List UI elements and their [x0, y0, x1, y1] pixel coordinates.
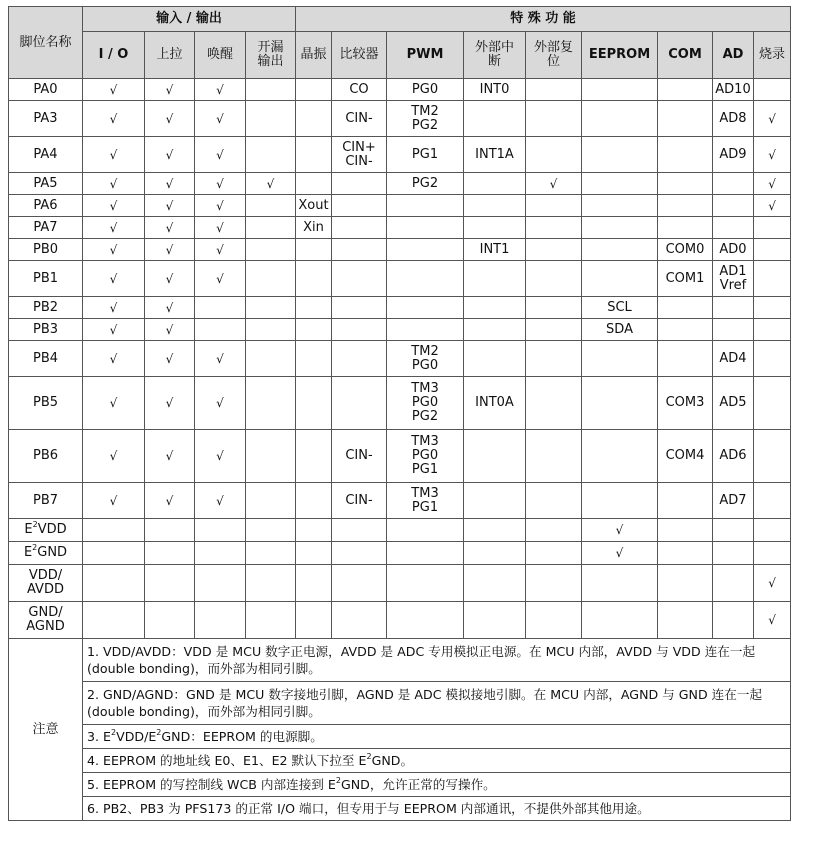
crystal-cell — [296, 377, 332, 430]
e2gnd-eeprom-check: √ — [582, 542, 658, 565]
ext-int-cell — [464, 341, 526, 377]
table-row — [9, 602, 791, 639]
burn-cell — [754, 261, 791, 297]
comparator-cell — [332, 341, 387, 377]
eeprom-cell — [582, 217, 658, 239]
io-cell: √ — [83, 79, 145, 101]
pin-cell — [9, 519, 83, 542]
com-cell — [658, 217, 713, 239]
burn-cell — [754, 319, 791, 341]
table-row — [9, 173, 791, 195]
open-drain-cell — [246, 137, 296, 173]
ext-reset-cell — [526, 483, 582, 519]
note-3-part: VDD/E — [116, 729, 157, 744]
crystal-cell — [296, 239, 332, 261]
io-cell: √ — [83, 239, 145, 261]
ext-int-cell: INT0A — [464, 377, 526, 430]
ext-int-cell — [464, 217, 526, 239]
pwm-cell — [387, 297, 464, 319]
pin-e2gnd-prefix: E — [23, 545, 33, 560]
com-cell — [658, 79, 713, 101]
pin-cell: PA4 — [9, 137, 83, 173]
ext-reset-cell: √ — [526, 173, 582, 195]
wakeup-cell: √ — [195, 483, 246, 519]
note-6: 6. PB2、PB3 为 PFS173 的正常 I/O 端口，但专用于与 EEPROM 内部通讯，不提供外部其他用途。 — [83, 797, 791, 821]
ext-int-cell — [464, 101, 526, 137]
pin-rows — [9, 79, 791, 519]
ad-cell: AD1 Vref — [713, 261, 754, 297]
vdd-burn-check: √ — [754, 565, 791, 602]
eeprom-cell — [582, 101, 658, 137]
eeprom-cell: SDA — [582, 319, 658, 341]
pwm-cell: TM3 PG0 PG1 — [387, 430, 464, 483]
com-cell: COM0 — [658, 239, 713, 261]
open-drain-cell — [246, 239, 296, 261]
header-pin-name: 脚位名称 — [9, 7, 83, 79]
pwm-cell: PG0 — [387, 79, 464, 101]
ad-cell: AD0 — [713, 239, 754, 261]
burn-cell: √ — [754, 101, 791, 137]
ext-int-cell — [464, 430, 526, 483]
eeprom-cell — [582, 137, 658, 173]
pwm-cell: TM3 PG1 — [387, 483, 464, 519]
pwm-cell: TM2 PG2 — [387, 101, 464, 137]
header-pwm: PWM — [387, 32, 464, 79]
header-comparator: 比较器 — [332, 32, 387, 79]
eeprom-cell — [582, 341, 658, 377]
note-4-part: GND。 — [371, 753, 414, 768]
pin-function-table — [8, 6, 791, 821]
ext-reset-cell — [526, 217, 582, 239]
ad-cell — [713, 297, 754, 319]
table-row — [9, 319, 791, 341]
note-5-part: GND，允许正常的写操作。 — [340, 777, 496, 792]
note-3-part: 3. E — [87, 729, 111, 744]
crystal-cell: Xout — [296, 195, 332, 217]
crystal-cell — [296, 261, 332, 297]
pullup-cell: √ — [145, 261, 195, 297]
table-row — [9, 261, 791, 297]
com-cell — [658, 195, 713, 217]
io-cell: √ — [83, 173, 145, 195]
crystal-cell — [296, 430, 332, 483]
table-row — [9, 377, 791, 430]
open-drain-cell — [246, 101, 296, 137]
pin-e2vdd-prefix: E — [24, 522, 33, 537]
pwm-cell: PG2 — [387, 173, 464, 195]
burn-cell: √ — [754, 195, 791, 217]
burn-cell: √ — [754, 137, 791, 173]
ad-cell: AD7 — [713, 483, 754, 519]
wakeup-cell — [195, 319, 246, 341]
io-cell: √ — [83, 377, 145, 430]
header-burn: 烧录 — [754, 32, 791, 79]
open-drain-cell: √ — [246, 173, 296, 195]
ext-reset-cell — [526, 101, 582, 137]
pin-e2gnd-suffix: GND — [37, 545, 68, 560]
comparator-cell — [332, 319, 387, 341]
open-drain-cell — [246, 341, 296, 377]
pin-cell: PB1 — [9, 261, 83, 297]
crystal-cell — [296, 297, 332, 319]
wakeup-cell: √ — [195, 101, 246, 137]
comparator-cell — [332, 377, 387, 430]
note-3 — [83, 725, 791, 749]
io-cell: √ — [83, 261, 145, 297]
io-cell: √ — [83, 341, 145, 377]
table-row — [9, 297, 791, 319]
note-5-sup: 2 — [335, 776, 341, 785]
ad-cell — [713, 217, 754, 239]
pin-cell: PB4 — [9, 341, 83, 377]
wakeup-cell: √ — [195, 377, 246, 430]
io-cell: √ — [83, 217, 145, 239]
wakeup-cell: √ — [195, 137, 246, 173]
pwm-cell — [387, 319, 464, 341]
wakeup-cell: √ — [195, 341, 246, 377]
table-row — [9, 565, 791, 602]
table-row — [9, 101, 791, 137]
burn-cell — [754, 239, 791, 261]
open-drain-cell — [246, 483, 296, 519]
burn-cell — [754, 79, 791, 101]
ad-cell: AD4 — [713, 341, 754, 377]
header-group-special: 特 殊 功 能 — [296, 7, 791, 32]
io-cell: √ — [83, 101, 145, 137]
table-row — [9, 519, 791, 542]
note-4-sup: 2 — [366, 752, 372, 761]
pwm-cell: TM2 PG0 — [387, 341, 464, 377]
note-5-part: 5. EEPROM 的写控制线 WCB 内部连接到 E — [87, 777, 336, 792]
wakeup-cell — [195, 297, 246, 319]
pwm-cell — [387, 239, 464, 261]
comparator-cell — [332, 261, 387, 297]
burn-cell — [754, 297, 791, 319]
header-com: COM — [658, 32, 713, 79]
open-drain-cell — [246, 261, 296, 297]
crystal-cell — [296, 483, 332, 519]
ext-reset-cell — [526, 79, 582, 101]
ext-int-cell — [464, 195, 526, 217]
crystal-cell — [296, 173, 332, 195]
pin-cell: PB6 — [9, 430, 83, 483]
ext-reset-cell — [526, 195, 582, 217]
com-cell — [658, 297, 713, 319]
note-3-sup: 2 — [156, 728, 162, 737]
table-row — [9, 137, 791, 173]
table-row — [9, 217, 791, 239]
pin-e2vdd-suffix: VDD — [37, 522, 67, 537]
e2vdd-eeprom-check: √ — [582, 519, 658, 542]
io-cell: √ — [83, 195, 145, 217]
pwm-cell — [387, 261, 464, 297]
header-open-drain: 开漏 输出 — [246, 32, 296, 79]
wakeup-cell: √ — [195, 79, 246, 101]
burn-cell: √ — [754, 173, 791, 195]
gnd-burn-check: √ — [754, 602, 791, 639]
pin-cell: PA5 — [9, 173, 83, 195]
pin-cell: PA0 — [9, 79, 83, 101]
header-ext-reset: 外部复 位 — [526, 32, 582, 79]
ext-reset-cell — [526, 261, 582, 297]
eeprom-cell — [582, 173, 658, 195]
table-row — [9, 430, 791, 483]
pullup-cell: √ — [145, 217, 195, 239]
io-cell: √ — [83, 430, 145, 483]
note-3-part: GND：EEPROM 的电源脚。 — [161, 729, 323, 744]
header-io: I / O — [83, 32, 145, 79]
open-drain-cell — [246, 297, 296, 319]
power-rows — [9, 519, 791, 639]
com-cell — [658, 173, 713, 195]
pullup-cell: √ — [145, 137, 195, 173]
header-crystal: 晶振 — [296, 32, 332, 79]
pullup-cell: √ — [145, 341, 195, 377]
open-drain-cell — [246, 79, 296, 101]
wakeup-cell: √ — [195, 173, 246, 195]
pin-cell: PB5 — [9, 377, 83, 430]
com-cell — [658, 483, 713, 519]
eeprom-cell — [582, 195, 658, 217]
pin-e2vdd-sup: 2 — [32, 520, 38, 529]
ext-reset-cell — [526, 377, 582, 430]
header-pullup: 上拉 — [145, 32, 195, 79]
com-cell: COM3 — [658, 377, 713, 430]
crystal-cell: Xin — [296, 217, 332, 239]
note-5 — [83, 773, 791, 797]
ad-cell — [713, 319, 754, 341]
pin-cell: PB3 — [9, 319, 83, 341]
header-wakeup: 唤醒 — [195, 32, 246, 79]
ext-int-cell — [464, 297, 526, 319]
wakeup-cell: √ — [195, 261, 246, 297]
table-row — [9, 79, 791, 101]
pullup-cell: √ — [145, 430, 195, 483]
pin-e2gnd-sup: 2 — [32, 543, 38, 552]
note-4 — [83, 749, 791, 773]
pin-function-table-wrapper — [8, 6, 790, 821]
ext-reset-cell — [526, 341, 582, 377]
ad-cell: AD6 — [713, 430, 754, 483]
open-drain-cell — [246, 319, 296, 341]
ad-cell: AD8 — [713, 101, 754, 137]
io-cell: √ — [83, 483, 145, 519]
pullup-cell: √ — [145, 195, 195, 217]
crystal-cell — [296, 341, 332, 377]
ad-cell — [713, 195, 754, 217]
pin-cell: PA7 — [9, 217, 83, 239]
ad-cell — [713, 173, 754, 195]
table-row — [9, 483, 791, 519]
pwm-cell: PG1 — [387, 137, 464, 173]
comparator-cell: CIN- — [332, 483, 387, 519]
comparator-cell — [332, 195, 387, 217]
table-row — [9, 341, 791, 377]
note-3-sup: 2 — [110, 728, 117, 737]
pin-cell: PA3 — [9, 101, 83, 137]
comparator-cell — [332, 173, 387, 195]
ext-int-cell — [464, 319, 526, 341]
crystal-cell — [296, 79, 332, 101]
table-row — [9, 239, 791, 261]
comparator-cell — [332, 297, 387, 319]
pin-cell — [9, 542, 83, 565]
eeprom-cell — [582, 239, 658, 261]
notes-label: 注意 — [9, 639, 83, 821]
burn-cell — [754, 377, 791, 430]
pin-vdd-avdd: VDD/ AVDD — [9, 565, 83, 602]
pullup-cell: √ — [145, 297, 195, 319]
open-drain-cell — [246, 217, 296, 239]
crystal-cell — [296, 101, 332, 137]
wakeup-cell: √ — [195, 217, 246, 239]
ext-reset-cell — [526, 319, 582, 341]
note-1: 1. VDD/AVDD：VDD 是 MCU 数字正电源，AVDD 是 ADC 专用模拟正电源。在 MCU 内部，AVDD 与 VDD 连在一起(double bonding)，而外部为相同引脚。 — [83, 639, 791, 682]
eeprom-cell: SCL — [582, 297, 658, 319]
wakeup-cell: √ — [195, 195, 246, 217]
io-cell: √ — [83, 297, 145, 319]
open-drain-cell — [246, 377, 296, 430]
ad-cell: AD5 — [713, 377, 754, 430]
note-4-part: 4. EEPROM 的地址线 E0、E1、E2 默认下拉至 E — [87, 753, 367, 768]
ext-reset-cell — [526, 297, 582, 319]
burn-cell — [754, 483, 791, 519]
comparator-cell: CIN+ CIN- — [332, 137, 387, 173]
ext-int-cell: INT1 — [464, 239, 526, 261]
pullup-cell: √ — [145, 79, 195, 101]
header-eeprom: EEPROM — [582, 32, 658, 79]
burn-cell — [754, 217, 791, 239]
comparator-cell — [332, 239, 387, 261]
ext-int-cell — [464, 261, 526, 297]
ext-reset-cell — [526, 137, 582, 173]
open-drain-cell — [246, 195, 296, 217]
ad-cell: AD9 — [713, 137, 754, 173]
pullup-cell: √ — [145, 319, 195, 341]
io-cell: √ — [83, 319, 145, 341]
com-cell: COM4 — [658, 430, 713, 483]
ad-cell: AD10 — [713, 79, 754, 101]
ext-int-cell — [464, 173, 526, 195]
eeprom-cell — [582, 430, 658, 483]
pwm-cell — [387, 217, 464, 239]
pwm-cell: TM3 PG0 PG2 — [387, 377, 464, 430]
header-ad: AD — [713, 32, 754, 79]
com-cell — [658, 341, 713, 377]
com-cell: COM1 — [658, 261, 713, 297]
com-cell — [658, 101, 713, 137]
burn-cell — [754, 430, 791, 483]
ext-reset-cell — [526, 239, 582, 261]
comparator-cell: CO — [332, 79, 387, 101]
ext-int-cell — [464, 483, 526, 519]
ext-int-cell: INT1A — [464, 137, 526, 173]
note-2: 2. GND/AGND：GND 是 MCU 数字接地引脚，AGND 是 ADC 模拟接地引脚。在 MCU 内部，AGND 与 GND 连在一起(double bonding)，而外部为相同引脚。 — [83, 682, 791, 725]
table-row — [9, 195, 791, 217]
pin-cell: PB0 — [9, 239, 83, 261]
wakeup-cell: √ — [195, 430, 246, 483]
header-group-io: 输入 / 输出 — [83, 7, 296, 32]
ext-reset-cell — [526, 430, 582, 483]
eeprom-cell — [582, 377, 658, 430]
eeprom-cell — [582, 483, 658, 519]
com-cell — [658, 137, 713, 173]
ext-int-cell: INT0 — [464, 79, 526, 101]
pwm-cell — [387, 195, 464, 217]
table-row — [9, 542, 791, 565]
wakeup-cell: √ — [195, 239, 246, 261]
comparator-cell: CIN- — [332, 101, 387, 137]
com-cell — [658, 319, 713, 341]
pin-cell: PB7 — [9, 483, 83, 519]
pullup-cell: √ — [145, 483, 195, 519]
eeprom-cell — [582, 261, 658, 297]
pin-cell: PA6 — [9, 195, 83, 217]
burn-cell — [754, 341, 791, 377]
pullup-cell: √ — [145, 173, 195, 195]
eeprom-cell — [582, 79, 658, 101]
pin-cell: PB2 — [9, 297, 83, 319]
pullup-cell: √ — [145, 239, 195, 261]
io-cell: √ — [83, 137, 145, 173]
comparator-cell — [332, 217, 387, 239]
header-ext-int: 外部中 断 — [464, 32, 526, 79]
pullup-cell: √ — [145, 377, 195, 430]
pin-gnd-agnd: GND/ AGND — [9, 602, 83, 639]
crystal-cell — [296, 137, 332, 173]
comparator-cell: CIN- — [332, 430, 387, 483]
pullup-cell: √ — [145, 101, 195, 137]
crystal-cell — [296, 319, 332, 341]
open-drain-cell — [246, 430, 296, 483]
notes-section — [9, 639, 791, 821]
